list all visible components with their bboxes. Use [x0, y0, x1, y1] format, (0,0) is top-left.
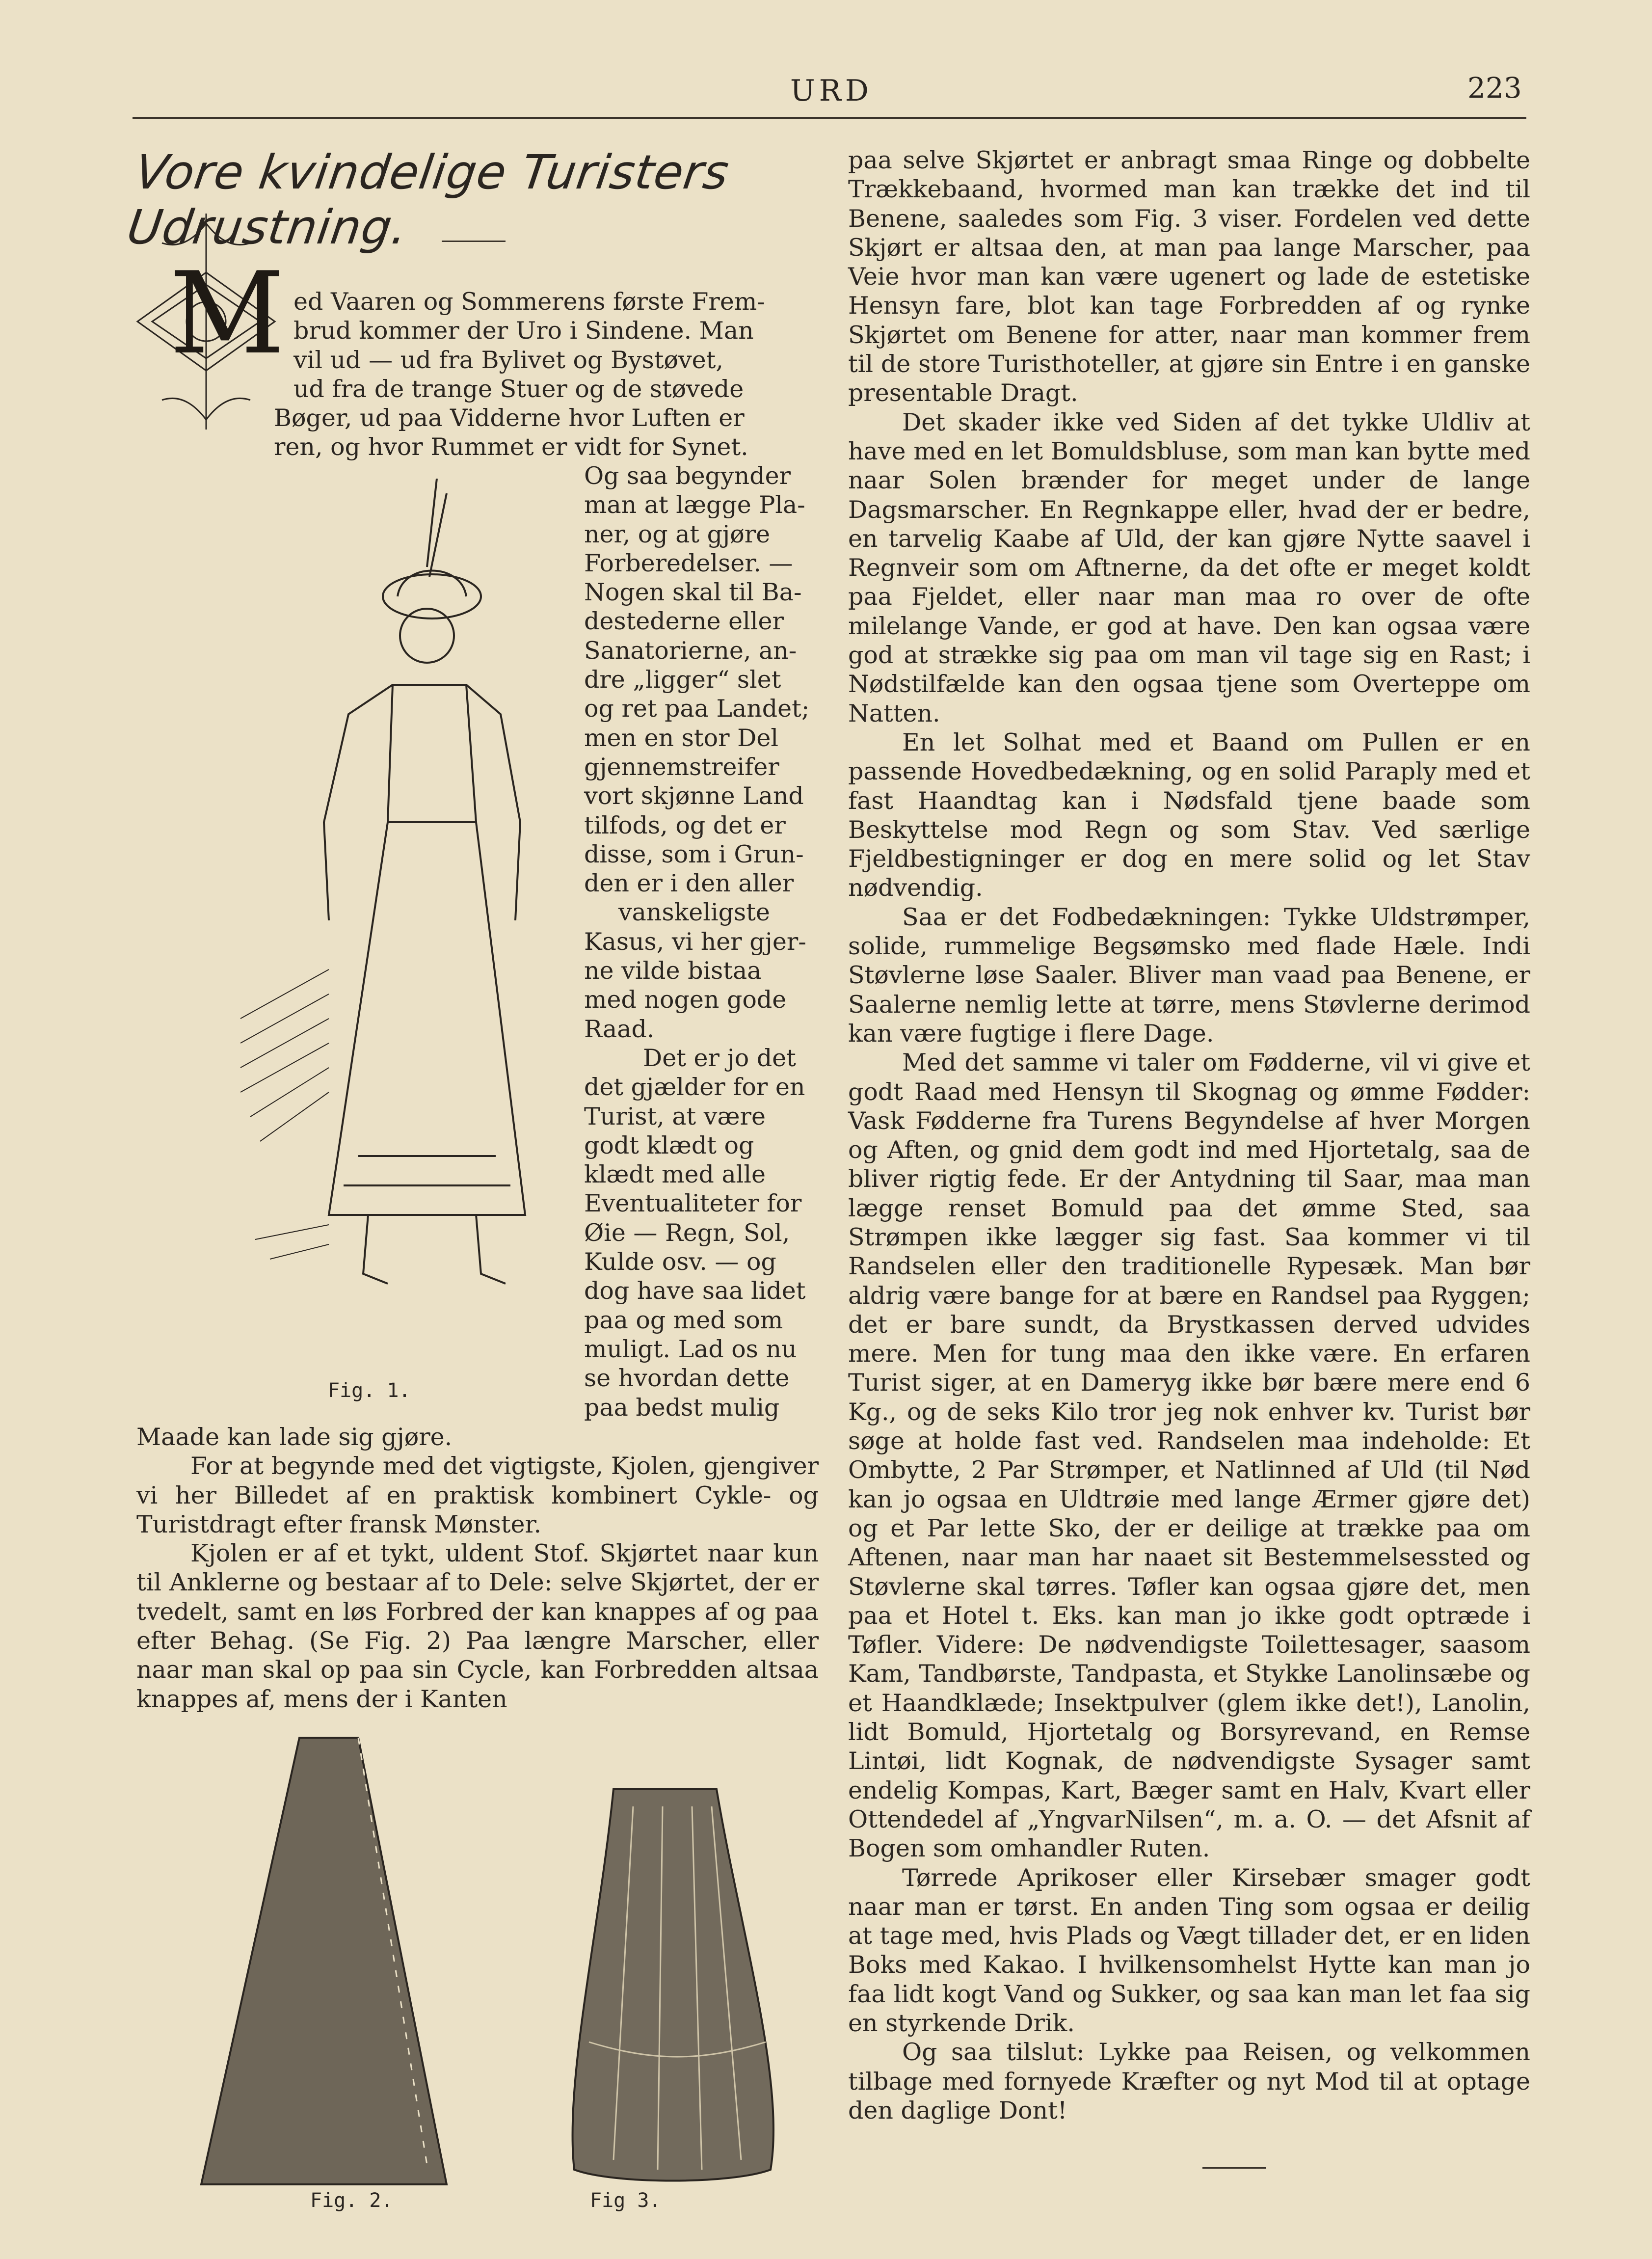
text-line: disse, som i Grun-: [584, 840, 804, 868]
text-line: klædt med alle: [584, 1160, 766, 1189]
paragraph: Kjolen er af et tykt, uldent Stof. Skjørtet naar kun til Anklerne og bestaar af to Dele: selve Skjørtet, der er tvedelt, samt en løs Forbred der kan knappes af og paa efter Behag. (Se Fig. 2) Paa længre Marscher, eller naar man skal op paa sin Cycle, kan Forbredden altsaa knappes af, mens der i Kanten: [136, 1539, 819, 1713]
text-line: man at lægge Pla-: [584, 491, 805, 519]
text-line: godt klædt og: [584, 1131, 754, 1159]
text-line: Det er jo det: [643, 1044, 796, 1072]
paragraph: Tørrede Aprikoser eller Kirsebær smager godt naar man er tørst. En anden Ting som ogsaa er deilig at tage med, hvis Plads og Vægt tillader det, er en liden Boks med Kakao. I hvilkensomhelst Hytte kan man jo faa lidt kogt Vand og Sukker, og saa kan man let faa sig en styrkende Drik.: [848, 1863, 1530, 2037]
text-line: brud kommer der Uro i Sindene. Man: [293, 317, 754, 345]
text-line: med nogen gode: [584, 986, 787, 1014]
text-line: muligt. Lad os nu: [584, 1335, 797, 1363]
text-line: se hvordan dette: [584, 1364, 790, 1393]
text-line: Sanatorierne, an-: [584, 636, 797, 665]
left-column-bottom: [136, 1423, 819, 1714]
text-line: ner, og at gjøre: [584, 520, 771, 548]
fig2-caption: Fig. 2.: [310, 2189, 393, 2212]
text-line: Turist, at være: [584, 1102, 766, 1130]
paragraph: Maade kan lade sig gjøre.: [136, 1423, 453, 1451]
text-line: tilfods, og det er: [584, 811, 786, 839]
text-line: Og saa begynder: [584, 462, 791, 490]
journal-name: URD: [790, 74, 873, 108]
text-line: dog have saa lidet: [584, 1277, 806, 1305]
text-line: Kasus, vi her gjer-: [584, 927, 806, 956]
paragraph: Saa er det Fodbedækningen: Tykke Uldstrømper, solide, rummelige Begsømsko med flade Hæle. Indi Støvlerne løse Saaler. Bliver man vaad paa Benene, er Saalerne nemlig lette at tørre, mens Støvlerne derimod kan være fugtige i flere Dage.: [848, 903, 1530, 1048]
header-rule: [133, 117, 1526, 119]
text-line: Eventualiteter for: [584, 1189, 802, 1218]
text-line: ed Vaaren og Sommerens første Frem-: [293, 288, 765, 316]
intro-text: [274, 287, 819, 462]
text-line: men en stor Del: [584, 724, 779, 752]
text-line: gjennemstreifer: [584, 753, 779, 781]
paragraph: Det skader ikke ved Siden af det tykke Uldliv at have med en let Bomuldsbluse, som man kan bytte med naar Solen brænder for meget under de lange Dagsmarscher. En Regnkappe eller, hvad der er bedre, en tarvelig Kaabe af Uld, der kan gjøre Nytte saavel i Regnveir som om Aftnerne, da det ofte er meget koldt paa Fjeldet, eller naar man maa ro over de ofte milelange Vande, er god at have. Den kan ogsaa være god at strække sig paa om man vil tage sig en Rast; i Nødstilfælde kan den ogsaa tjene som Overteppe om Natten.: [848, 408, 1530, 727]
text-line: paa og med som: [584, 1306, 783, 1334]
text-line: og ret paa Landet;: [584, 695, 810, 723]
text-line: Bøger, ud paa Vidderne hvor Luften er: [274, 404, 745, 432]
text-line: den er i den aller: [584, 869, 794, 898]
paragraph: En let Solhat med et Baand om Pullen er en passende Hovedbedækning, og en solid Paraply med et fast Haandtag kan i Nødsfald tjene baade som Beskyttelse mod Regn og som Stav. Ved særlige Fjeldbestigninger er dog en mere solid og let Stav nødvendig.: [848, 728, 1530, 902]
paragraph: Med det samme vi taler om Fødderne, vil vi give et godt Raad med Hensyn til Skognag og ømme Fødder: Vask Fødderne fra Turens Begyndelse af hver Morgen og Aften, og gnid dem godt ind med Hjortetalg, saa de bliver rigtig fede. Er der Antydning til Saar, maa man lægge renset Bomuld paa det ømme Sted, saa Strømpen ikke lægger sig fast. Saa kommer vi til Randselen eller den traditionelle Rypesæk. Man bør aldrig være bange for at bære en Randsel paa Ryggen; det er bare sundt, da Brystkassen derved udvides mere. Men for tung maa den ikke være. En erfaren Turist siger, at en Dameryg ikke bør bære mere end 6 Kg., og de seks Kilo tror jeg nok enhver kv. Turist bør søge at holde fast ved. Randselen maa indeholde: Et Ombytte, 2 Par Strømper, et Natlinned af Uld (til Nød kan jo ogsaa en Uldtrøie med lange Ærmer gjøre det) og et Par lette Sko, der er deilige at trække paa om Aftenen, naar man har naaet sit Bestemmelsessted og Støvlerne skal tørres. Tøfler kan ogsaa gjøre det, men paa et Hotel t. Eks. kan man jo ikke godt optræde i Tøfler. Videre: De nødvendigste Toilettesager, saasom Kam, Tandbørste, Tandpasta, et Stykke Lanolinsæbe og et Haandklæde; Insektpulver (glem ikke det!), Lanolin, lidt Bomuld, Hjortetalg og Borsyrevand, en Remse Lintøi, lidt Kognak, de nødvendigste Sysager samt endelig Kompas, Kart, Bæger samt en Halv, Kvart eller Ottendedel af „YngvarNilsen“, m. a. O. — det Afsnit af Bogen som omhandler Ruten.: [848, 1049, 1530, 1863]
article-title: Vore kvindelige Turisters Udrustning.: [124, 145, 733, 255]
end-divider: [1202, 2167, 1266, 2169]
fig3-caption: Fig 3.: [590, 2189, 661, 2212]
text-line: Kulde osv. — og: [584, 1248, 776, 1276]
title-divider: [442, 241, 506, 242]
text-line: Forberedelser. —: [584, 549, 793, 577]
text-line: ne vilde bistaa: [584, 957, 762, 985]
fig3-illustration: [555, 1787, 790, 2189]
text-line: vort skjønne Land: [584, 782, 804, 810]
ornamental-initial: [133, 214, 285, 430]
woman-in-touring-dress-icon: [182, 479, 560, 1352]
text-line: dre „ligger“ slet: [584, 666, 781, 694]
text-line: ud fra de trange Stuer og de støvede: [293, 375, 744, 403]
gathered-skirt-icon: [555, 1787, 790, 2189]
text-line: vil ud — ud fra Bylivet og Bystøvet,: [293, 346, 723, 374]
text-line: paa bedst mulig: [584, 1393, 780, 1422]
fig1-caption: Fig. 1.: [328, 1379, 411, 1402]
initial-letter: M: [169, 248, 285, 379]
text-line: ren, og hvor Rummet er vidt for Synet.: [274, 433, 748, 461]
text-line: Øie — Regn, Sol,: [584, 1218, 790, 1247]
plain-skirt-icon: [196, 1733, 452, 2189]
narrow-column: [584, 461, 815, 1422]
text-line: Nogen skal til Ba-: [584, 578, 802, 607]
fig1-illustration: [182, 479, 560, 1352]
paragraph: paa selve Skjørtet er anbragt smaa Ringe og dobbelte Trækkebaand, hvormed man kan trække det ind til Benene, saaledes som Fig. 3 viser. Fordelen ved dette Skjørt er altsaa den, at man paa lange Marscher, paa Veie hvor man kan være ugenert og lade de estetiske Hensyn fare, blot kan tage Forbredden af og rynke Skjørtet om Benene for atter, naar man kommer frem til de store Turisthoteller, at gjøre sin Entre i en ganske presentable Dragt.: [848, 146, 1530, 407]
paragraph: For at begynde med det vigtigste, Kjolen, gjengiver vi her Billedet af en praktisk kombinert Cykle- og Turistdragt efter fransk Mønster.: [136, 1452, 819, 1538]
paragraph: Og saa tilslut: Lykke paa Reisen, og velkommen tilbage med fornyede Kræfter og nyt Mod til at optage den daglige Dont!: [848, 2038, 1530, 2125]
text-line: vanskeligste: [618, 898, 770, 927]
text-line: det gjælder for en: [584, 1073, 805, 1102]
page-number: 223: [1467, 71, 1522, 105]
text-line: Raad.: [584, 1015, 655, 1043]
right-column: [848, 146, 1530, 2125]
fig2-illustration: [196, 1733, 452, 2189]
text-line: destederne eller: [584, 607, 784, 636]
